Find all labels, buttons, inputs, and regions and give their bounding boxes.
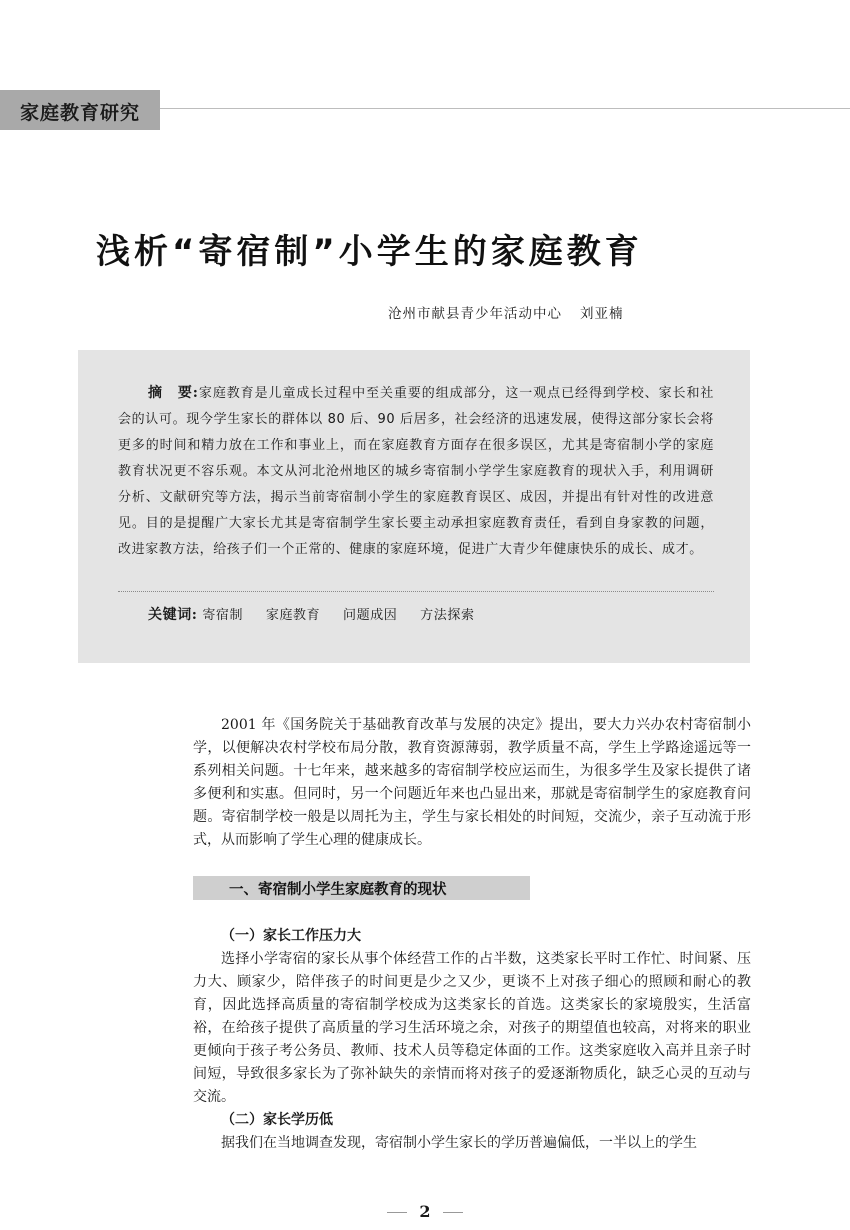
section-heading: 一、寄宿制小学生家庭教育的现状 bbox=[229, 882, 447, 898]
subsection-paragraph: 选择小学寄宿的家长从事个体经营工作的占半数，这类家长平时工作忙、时间紧、压力大、顾家少，陪伴孩子的时间更是少之又少，更谈不上对孩子细心的照顾和耐心的教育，因此选择高质量的寄宿制学校成为这类家长的首选。这类家长的家境殷实，生活富裕，在给孩子提供了高质量的学习生活环境之余，对孩子的期望值也较高，对将来的职业更倾向于孩子考公务员、教师、技术人员等稳定体面的工作。这类家庭收入高并且亲子时间短，导致很多家长为了弥补缺失的亲情而将对孩子的爱逐渐物质化，缺乏心灵的互动与交流。 bbox=[193, 951, 751, 1105]
keyword: 问题成因 bbox=[343, 608, 398, 623]
affiliation: 沧州市献县青少年活动中心 bbox=[388, 306, 562, 322]
subsection-heading: （一）家长工作压力大 bbox=[221, 928, 361, 944]
abstract-text: 家庭教育是儿童成长过程中至关重要的组成部分，这一观点已经得到学校、家长和社会的认可。现今学生家长的群体以 80 后、90 后居多，社会经济的迅速发展，使得这部分家长会将更多的时间和精力放在工作和事业上，而在家庭教育方面存在很多误区，尤其是寄宿制小学的家庭教育状况更不容乐观。本文从河北沧州地区的城乡寄宿制小学学生家庭教育的现状入手，利用调研分析、文献研究等方法，揭示当前寄宿制小学生的家庭教育误区、成因，并提出有针对性的改进意见。目的是提醒广大家长尤其是寄宿制学生家长要主动承担家庭教育责任，看到自身家教的问题，改进家教方法，给孩子们一个正常的、健康的家庭环境，促进广大青少年健康快乐的成长、成才。 bbox=[118, 386, 714, 557]
abstract-label: 摘 要: bbox=[148, 385, 199, 401]
keyword: 家庭教育 bbox=[265, 608, 321, 623]
article-title: 浅析“寄宿制”小学生的家庭教育 bbox=[96, 232, 643, 272]
section-body bbox=[193, 925, 751, 1155]
keywords-label: 关键词: bbox=[148, 607, 198, 623]
author: 刘亚楠 bbox=[580, 306, 624, 322]
abstract-box bbox=[78, 350, 750, 663]
intro-paragraph: 2001 年《国务院关于基础教育改革与发展的决定》提出，要大力兴办农村寄宿制小学，以便解决农村学校布局分散，教育资源薄弱，教学质量不高，学生上学路途遥远等一系列相关问题。十七年来，越来越多的寄宿制学校应运而生，为很多学生及家长提供了诸多便利和实惠。但同时，另一个问题近年来也凸显出来，那就是寄宿制学生的家庭教育问题。寄宿制学校一般是以周托为主，学生与家长相处的时间短，交流少，亲子互动流于形式，从而影响了学生心理的健康成长。 bbox=[193, 717, 751, 848]
subsection-heading: （二）家长学历低 bbox=[221, 1112, 333, 1128]
page-number-dash bbox=[443, 1212, 463, 1213]
keyword: 寄宿制 bbox=[202, 608, 244, 623]
keywords bbox=[148, 604, 493, 624]
keyword: 方法探索 bbox=[420, 608, 475, 623]
section-tag: 家庭教育研究 bbox=[20, 102, 141, 124]
subsection-paragraph: 据我们在当地调查发现，寄宿制小学生家长的学历普遍偏低，一半以上的学生 bbox=[221, 1135, 697, 1151]
section-heading-bar bbox=[193, 876, 530, 900]
page-number-dash bbox=[387, 1212, 407, 1213]
intro-section bbox=[193, 714, 751, 852]
byline bbox=[388, 302, 624, 322]
page-number-value: 2 bbox=[419, 1202, 431, 1221]
abstract-divider bbox=[118, 591, 714, 592]
abstract bbox=[118, 380, 714, 563]
page-number bbox=[0, 1202, 850, 1221]
header-rule bbox=[160, 108, 850, 109]
